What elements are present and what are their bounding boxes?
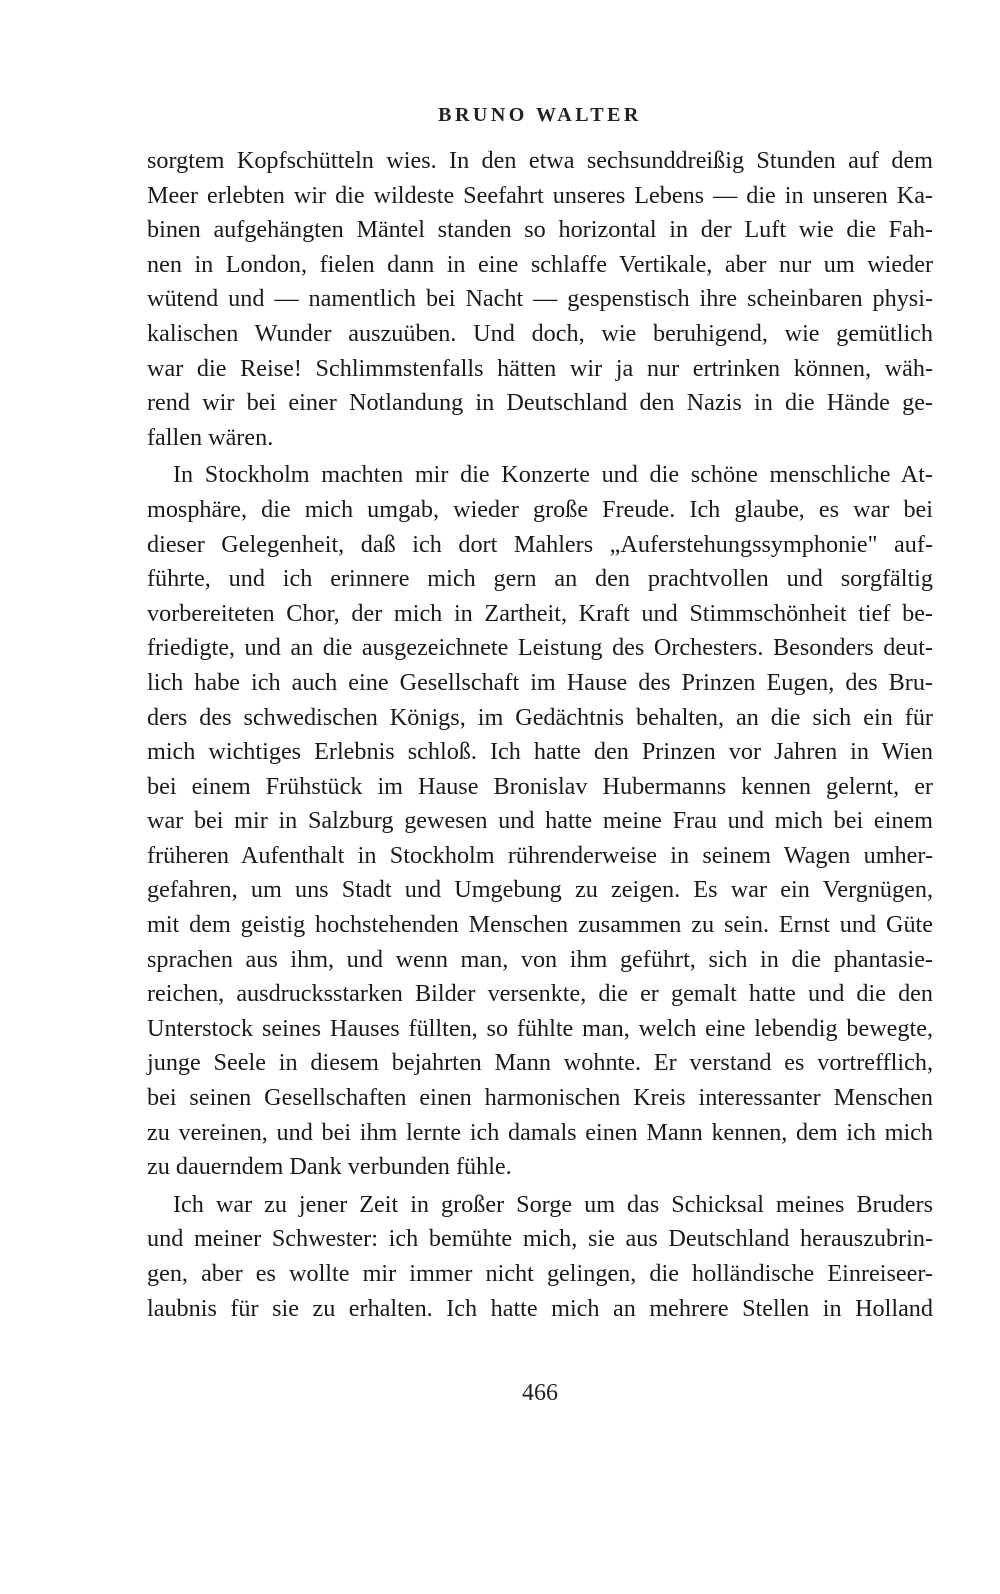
- text-line: wütend und — namentlich bei Nacht — gespenstisch ihre scheinbaren physi-: [147, 285, 933, 313]
- text-line: Ich war zu jener Zeit in großer Sorge um das Schicksal meines Bruders: [173, 1190, 933, 1218]
- text-line: führte, und ich erinnere mich gern an den prachtvollen und sorgfältig: [147, 565, 933, 593]
- text-line: binen aufgehängten Mäntel standen so horizontal in der Luft wie die Fah-: [147, 216, 933, 244]
- text-line: In Stockholm machten mir die Konzerte und die schöne menschliche At-: [173, 461, 933, 489]
- text-line: vorbereiteten Chor, der mich in Zartheit, Kraft und Stimmschönheit tief be-: [147, 599, 933, 627]
- text-line: rend wir bei einer Notlandung in Deutschland den Nazis in die Hände ge-: [147, 389, 933, 417]
- text-line: sprachen aus ihm, und wenn man, von ihm geführt, sich in die phantasie-: [147, 945, 933, 973]
- page-number: 466: [522, 1380, 558, 1406]
- paragraph: [147, 458, 933, 1184]
- text-line: gefahren, um uns Stadt und Umgebung zu zeigen. Es war ein Vergnügen,: [147, 876, 933, 904]
- paragraph: [147, 144, 933, 455]
- text-line: war die Reise! Schlimmstenfalls hätten wir ja nur ertrinken können, wäh-: [147, 354, 933, 382]
- text-line: zu dauerndem Dank verbunden fühle.: [147, 1153, 512, 1181]
- text-line: mosphäre, die mich umgab, wieder große Freude. Ich glaube, es war bei: [147, 495, 933, 523]
- text-line: bei seinen Gesellschaften einen harmonischen Kreis interessanter Menschen: [147, 1084, 933, 1112]
- text-line: war bei mir in Salzburg gewesen und hatte meine Frau und mich bei einem: [147, 807, 933, 835]
- text-line: reichen, ausdrucksstarken Bilder versenkte, die er gemalt hatte und die den: [147, 980, 933, 1008]
- text-line: zu vereinen, und bei ihm lernte ich damals einen Mann kennen, dem ich mich: [147, 1118, 933, 1146]
- paragraph: [147, 1188, 933, 1326]
- text-line: ders des schwedischen Königs, im Gedächtnis behalten, an die sich ein für: [147, 703, 933, 731]
- text-line: fallen wären.: [147, 423, 274, 451]
- text-line: Unterstock seines Hauses füllten, so fühlte man, welch eine lebendig bewegte,: [147, 1014, 933, 1042]
- text-line: Meer erlebten wir die wildeste Seefahrt unseres Lebens — die in unseren Ka-: [147, 181, 933, 209]
- text-line: nen in London, fielen dann in eine schlaffe Vertikale, aber nur um wieder: [147, 250, 933, 278]
- text-line: laubnis für sie zu erhalten. Ich hatte mich an mehrere Stellen in Holland: [147, 1294, 933, 1322]
- text-line: mit dem geistig hochstehenden Menschen zusammen zu sein. Ernst und Güte: [147, 911, 933, 939]
- text-line: kalischen Wunder auszuüben. Und doch, wie beruhigend, wie gemütlich: [147, 319, 933, 347]
- text-line: junge Seele in diesem bejahrten Mann wohnte. Er verstand es vortrefflich,: [147, 1049, 933, 1077]
- text-line: bei einem Frühstück im Hause Bronislav Hubermanns kennen gelernt, er: [147, 772, 933, 800]
- running-head: BRUNO WALTER: [438, 104, 642, 126]
- text-line: früheren Aufenthalt in Stockholm rührenderweise in seinem Wagen umher-: [147, 841, 933, 869]
- book-page: [147, 0, 933, 1594]
- text-line: und meiner Schwester: ich bemühte mich, sie aus Deutschland herauszubrin-: [147, 1225, 933, 1253]
- text-line: sorgtem Kopfschütteln wies. In den etwa sechsunddreißig Stunden auf dem: [147, 147, 933, 174]
- body-text: [147, 144, 933, 1326]
- text-line: dieser Gelegenheit, daß ich dort Mahlers „Auferstehungssymphonie" auf-: [147, 530, 933, 558]
- text-line: lich habe ich auch eine Gesellschaft im Hause des Prinzen Eugen, des Bru-: [147, 668, 933, 696]
- text-line: mich wichtiges Erlebnis schloß. Ich hatte den Prinzen vor Jahren in Wien: [147, 738, 933, 766]
- text-line: friedigte, und an die ausgezeichnete Leistung des Orchesters. Besonders deut-: [147, 634, 933, 662]
- text-line: gen, aber es wollte mir immer nicht gelingen, die holländische Einreiseer-: [147, 1260, 933, 1287]
